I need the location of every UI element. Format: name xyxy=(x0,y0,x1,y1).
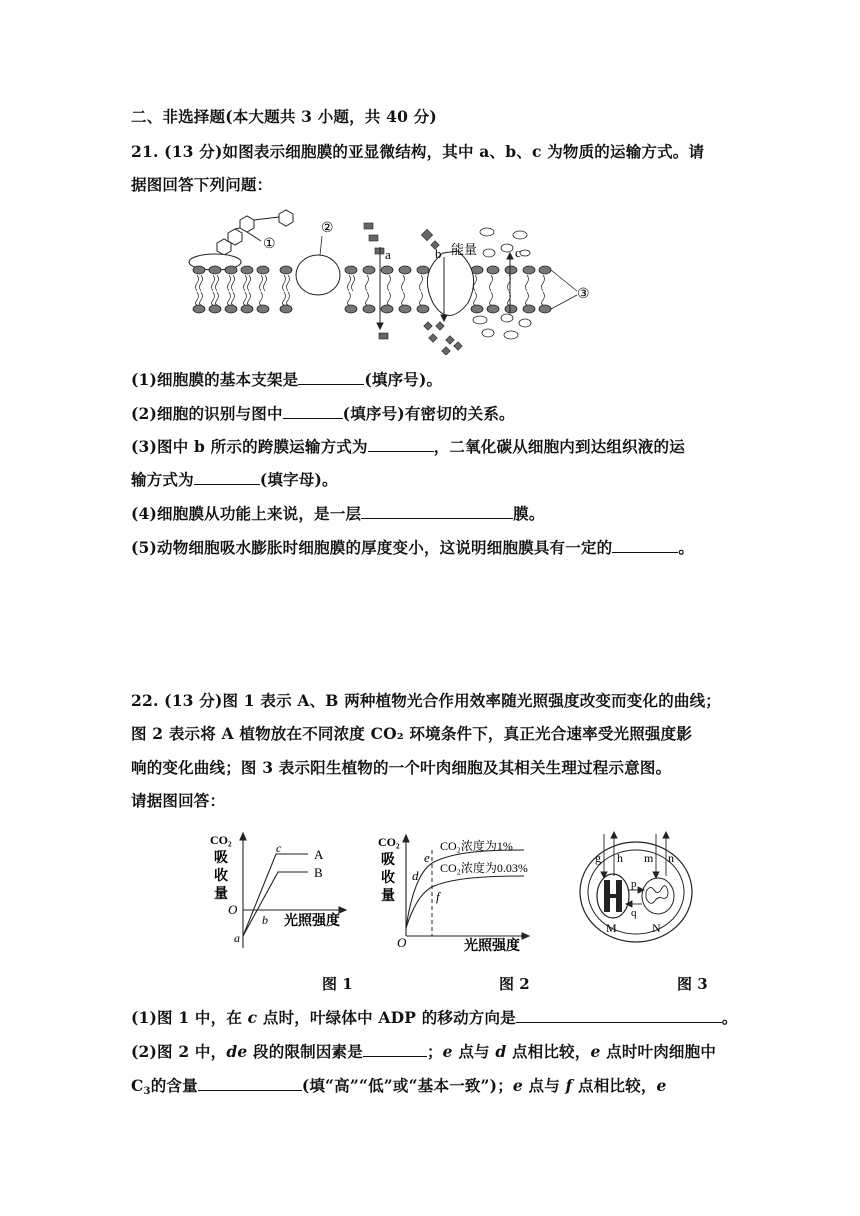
fig1-origin: O xyxy=(228,902,238,917)
fig3-label-n: n xyxy=(668,851,674,865)
section-title: 二、非选择题(本大题共 3 小题，共 40 分) xyxy=(131,107,437,126)
answer-blank[interactable] xyxy=(516,1008,722,1023)
q22-stem-line4: 请据图回答： xyxy=(131,791,226,810)
fig3-label-m: m xyxy=(644,851,654,865)
answer-blank[interactable] xyxy=(361,504,513,519)
fig2-point-f: f xyxy=(436,889,440,904)
q22-stem-line3: 响的变化曲线；图 3 表示阳生植物的一个叶肉细胞及其相关生理过程示意图。 xyxy=(131,758,672,777)
fig1-ylabel-2: 吸 xyxy=(214,851,228,866)
label-2: ② xyxy=(321,221,334,236)
q21-sub3: (3)图中 b 所示的跨膜运输方式为 ，二氧化碳从细胞内到达组织液的运 xyxy=(131,437,685,456)
answer-blank[interactable] xyxy=(298,370,364,385)
fig1-point-b: b xyxy=(262,913,268,927)
fig2-origin: O xyxy=(397,935,407,950)
fig3-label-N: N xyxy=(652,921,661,935)
fig3-label-M: M xyxy=(606,921,617,935)
figure-1-graph xyxy=(208,828,368,958)
label-1: ① xyxy=(263,237,276,252)
fig3-label-g: g xyxy=(595,851,601,865)
label-b: b xyxy=(435,246,442,261)
fig1-curve-B: B xyxy=(314,865,323,880)
label-energy: 能量 xyxy=(451,242,478,257)
q21-sub3-line2: 输方式为 (填字母)。 xyxy=(131,470,338,489)
q21-stem-line2: 据图回答下列问题： xyxy=(131,175,273,194)
fig2-curve-003pct: CO₂浓度为0.03% xyxy=(440,861,528,875)
fig1-ylabel-3: 收 xyxy=(214,869,228,884)
q21-sub1: (1)细胞膜的基本支架是 (填序号)。 xyxy=(131,370,443,389)
q21-sub2: (2)细胞的识别与图中 (填序号)有密切的关系。 xyxy=(131,404,515,423)
q22-stem-line2: 图 2 表示将 A 植物放在不同浓度 CO₂ 环境条件下，真正光合速率受光照强度影 xyxy=(131,724,693,743)
figure-3-caption: 图 3 xyxy=(677,975,708,993)
fig2-ylabel-4: 量 xyxy=(381,889,395,904)
fig1-xlabel: 光照强度 xyxy=(284,914,340,929)
fig3-label-h: h xyxy=(617,851,623,865)
fig2-point-d: d xyxy=(412,868,419,883)
cell-membrane-figure xyxy=(185,205,605,355)
answer-blank[interactable] xyxy=(363,1042,427,1057)
fig2-ylabel-co2: CO₂ xyxy=(378,835,400,849)
figure-1-caption: 图 1 xyxy=(322,975,353,993)
fig2-ylabel-3: 收 xyxy=(381,871,395,886)
answer-blank[interactable] xyxy=(194,470,260,485)
answer-blank[interactable] xyxy=(198,1076,302,1091)
fig1-point-a: a xyxy=(234,931,240,945)
fig2-point-e: e xyxy=(424,850,430,865)
fig1-point-c: c xyxy=(276,841,282,855)
fig3-label-p: p xyxy=(631,878,637,890)
fig2-curve-1pct: CO₂浓度为1% xyxy=(440,839,513,853)
label-c: c xyxy=(515,245,521,260)
q21-sub5: (5)动物细胞吸水膨胀时细胞膜的厚度变小，这说明细胞膜具有一定的 。 xyxy=(131,538,695,557)
answer-blank[interactable] xyxy=(283,404,343,419)
fig3-label-q: q xyxy=(631,907,637,919)
fig1-ylabel-co2: CO₂ xyxy=(210,833,232,847)
fig1-ylabel-4: 量 xyxy=(214,887,228,902)
figure-3-cell xyxy=(578,828,698,958)
label-a: a xyxy=(385,247,391,262)
figure-2-caption: 图 2 xyxy=(499,975,530,993)
answer-blank[interactable] xyxy=(368,437,434,452)
q22-stem-line1: 22. (13 分)图 1 表示 A、B 两种植物光合作用效率随光照强度改变而变化的曲线； xyxy=(131,691,721,710)
q22-sub2: (2)图 2 中，de 段的限制因素是 ；e 点与 d 点相比较，e 点时叶肉细胞中 xyxy=(131,1042,717,1061)
fig2-xlabel: 光照强度 xyxy=(464,939,520,954)
q22-sub1: (1)图 1 中，在 c 点时，叶绿体中 ADP 的移动方向是 。 xyxy=(131,1008,738,1027)
q22-sub2-line2: C3的含量 (填“高”“低”或“基本一致”)；e 点与 f 点相比较，e xyxy=(131,1076,667,1097)
fig2-ylabel-2: 吸 xyxy=(381,853,395,868)
fig1-curve-A: A xyxy=(314,847,324,862)
answer-blank[interactable] xyxy=(612,538,678,553)
figure-2-graph xyxy=(374,828,574,958)
q21-stem-line1: 21. (13 分)如图表示细胞膜的亚显微结构，其中 a、b、c 为物质的运输方式。请 xyxy=(131,142,705,161)
label-3: ③ xyxy=(577,287,590,302)
q21-sub4: (4)细胞膜从功能上来说，是一层 膜。 xyxy=(131,504,545,523)
